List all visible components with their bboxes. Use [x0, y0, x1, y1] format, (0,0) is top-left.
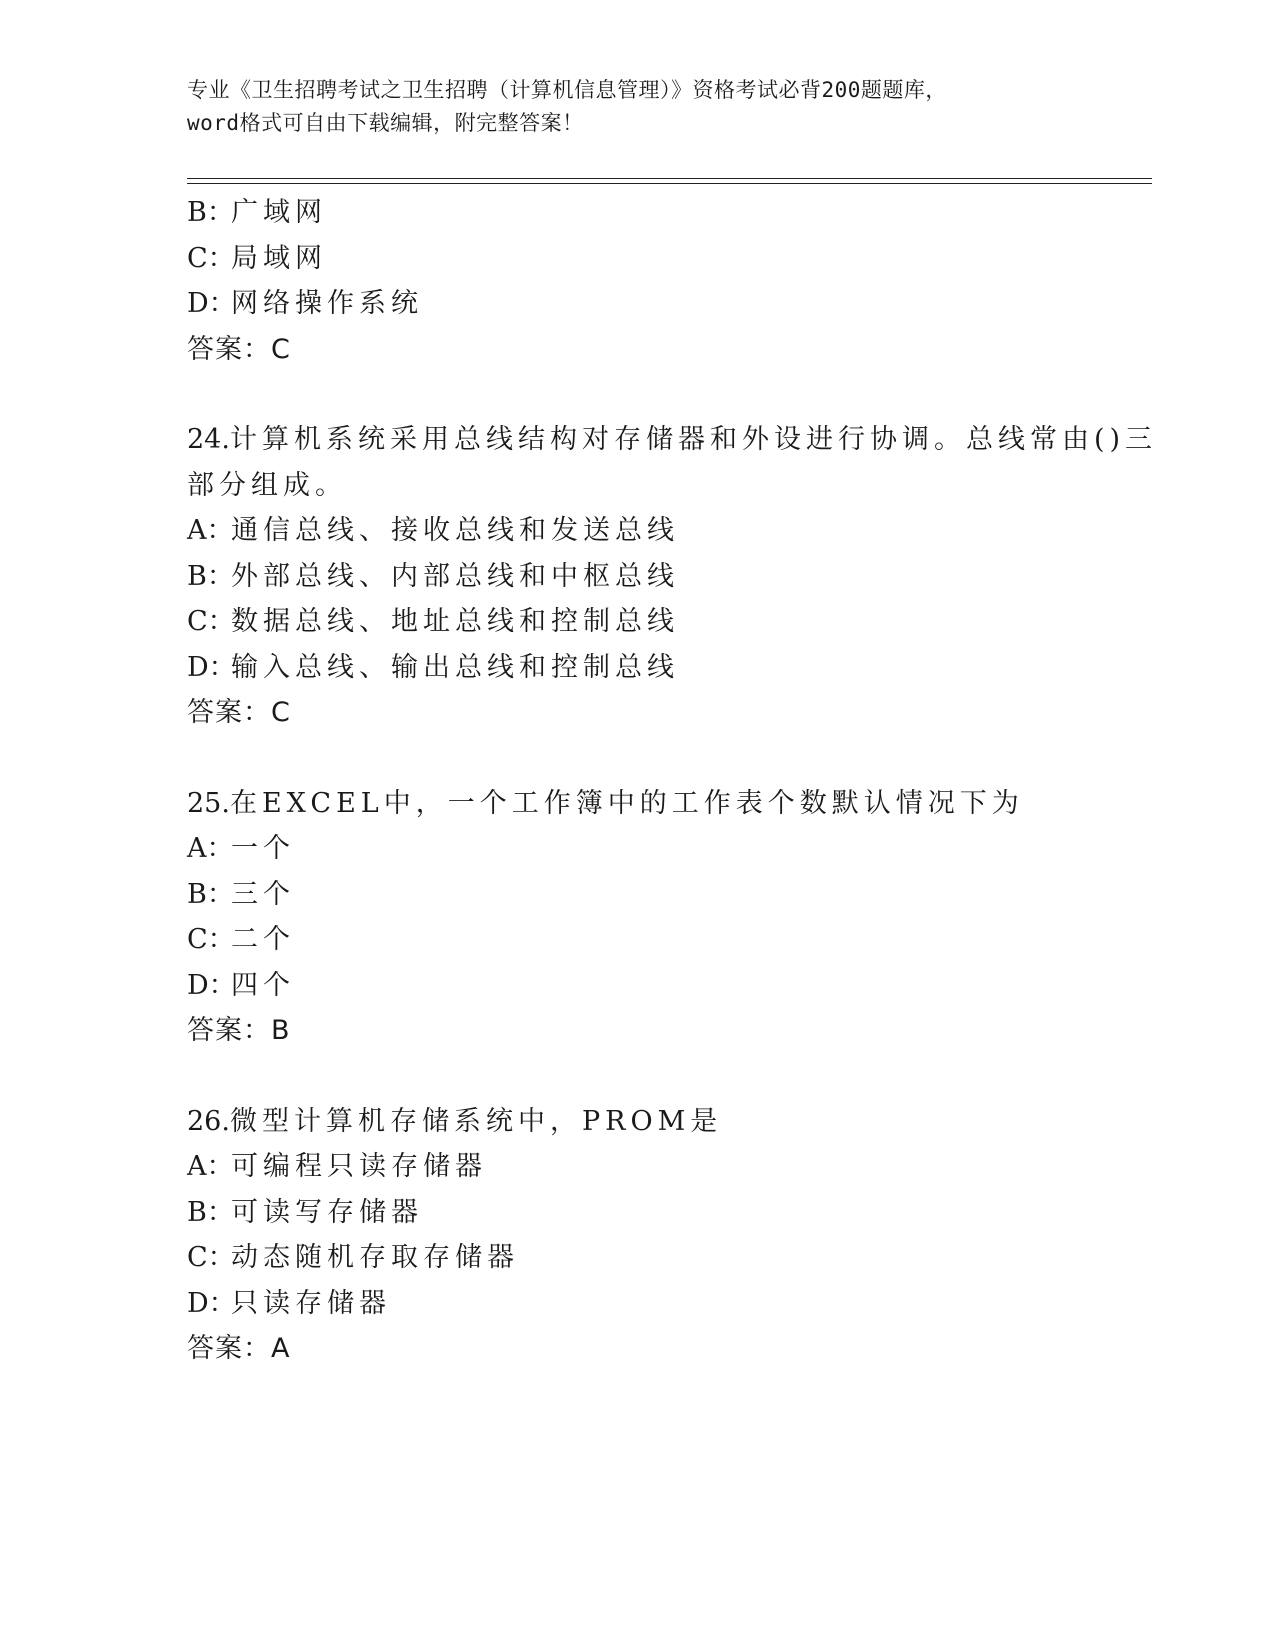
- option-d: [187, 963, 1147, 1009]
- option-key: A：: [187, 515, 234, 546]
- answer-line: 答案：C: [187, 333, 291, 365]
- question-content: [187, 190, 1158, 1372]
- option-c: [187, 1235, 1147, 1281]
- option-key: A：: [187, 1151, 234, 1182]
- spacer: [187, 736, 1147, 781]
- question-stem-continued: 部分组成。: [187, 469, 347, 501]
- option-key: D：: [187, 651, 236, 683]
- question-26-block: [187, 1099, 1147, 1372]
- option-text: 只读存储器: [231, 1287, 391, 1319]
- header-divider-top: [187, 178, 1152, 179]
- option-text: 广域网: [231, 197, 327, 228]
- option-key: A：: [187, 833, 234, 864]
- option-key: C：: [187, 1242, 235, 1273]
- option-text: 可编程只读存储器: [231, 1151, 487, 1182]
- question-number: 24.: [187, 424, 230, 455]
- previous-question-block: [187, 190, 1147, 372]
- option-text: 四个: [231, 969, 295, 1001]
- option-text: 动态随机存取存储器: [231, 1242, 519, 1273]
- option-key: C：: [187, 924, 235, 955]
- option-text: 数据总线、地址总线和控制总线: [231, 606, 679, 637]
- question-text: 在EXCEL中，一个工作簿中的工作表个数默认情况下为: [229, 787, 1024, 819]
- question-number: 25.: [187, 787, 230, 819]
- option-key: C：: [187, 606, 235, 637]
- option-a: [187, 826, 1147, 872]
- answer-line: 答案：B: [187, 1015, 291, 1046]
- question-25-block: [187, 781, 1147, 1054]
- option-text: 一个: [231, 833, 295, 864]
- option-key: C：: [187, 242, 235, 274]
- option-c: [187, 599, 1147, 645]
- option-d: [187, 1281, 1147, 1327]
- option-text: 可读写存储器: [231, 1196, 423, 1228]
- question-stem: [187, 781, 1147, 827]
- question-stem: [187, 1099, 1147, 1145]
- option-key: D：: [187, 1287, 236, 1319]
- spacer: [187, 1054, 1147, 1099]
- option-key: D：: [187, 288, 236, 319]
- option-b: [187, 1190, 1147, 1236]
- option-key: B：: [187, 197, 234, 228]
- question-stem: [187, 417, 1158, 463]
- option-a: [187, 508, 1147, 554]
- question-text: 计算机系统采用总线结构对存储器和外设进行协调。总线常由()三: [229, 424, 1158, 455]
- option-text: 二个: [231, 924, 295, 955]
- option-text: 三个: [231, 878, 295, 910]
- option-text: 输入总线、输出总线和控制总线: [231, 651, 679, 683]
- header-divider-bottom: [187, 183, 1152, 184]
- option-text: 网络操作系统: [231, 288, 423, 319]
- option-d: [187, 645, 1147, 691]
- spacer: [187, 372, 1147, 417]
- option-b: [187, 190, 1147, 236]
- option-key: D：: [187, 969, 236, 1001]
- option-b: [187, 554, 1147, 600]
- header-title-line-2: word格式可自由下载编辑，附完整答案！: [187, 111, 584, 135]
- option-c: [187, 917, 1147, 963]
- option-text: 通信总线、接收总线和发送总线: [231, 515, 679, 546]
- option-c: [187, 236, 1147, 282]
- document-header: [187, 74, 1087, 140]
- question-number: 26.: [187, 1105, 230, 1137]
- option-d: [187, 281, 1147, 327]
- option-text: 外部总线、内部总线和中枢总线: [231, 560, 679, 592]
- answer-line: 答案：A: [187, 1333, 291, 1364]
- question-24-block: [187, 417, 1158, 736]
- answer-line: 答案：C: [187, 697, 291, 728]
- option-key: B：: [187, 1196, 234, 1228]
- question-text: 微型计算机存储系统中，PROM是: [229, 1105, 723, 1137]
- option-key: B：: [187, 560, 234, 592]
- option-a: [187, 1144, 1147, 1190]
- option-key: B：: [187, 878, 234, 910]
- option-b: [187, 872, 1147, 918]
- option-text: 局域网: [231, 242, 327, 274]
- header-title-line-1: 专业《卫生招聘考试之卫生招聘（计算机信息管理）》资格考试必背200题题库，: [187, 78, 947, 102]
